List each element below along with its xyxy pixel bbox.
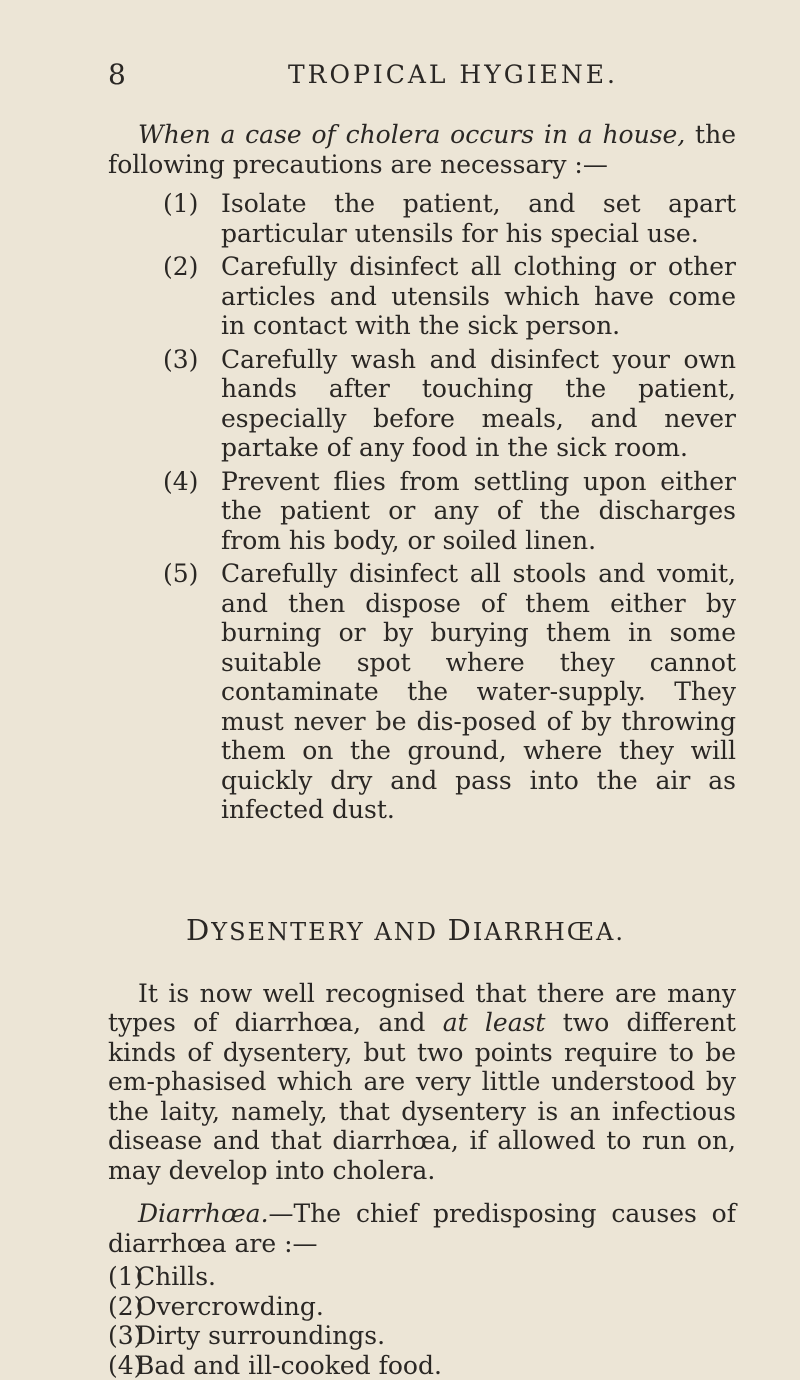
list-item [108,1262,736,1292]
paragraph-text: It is now well recognised that there are many types of diarrhœa, and [108,979,736,1038]
cholera-intro [108,120,736,179]
list-item-text: Carefully wash and disinfect your own hands after touching the patient, especially before meals, and never partake of any food in the sick room. [221,345,736,463]
page-header [0,58,800,98]
list-item [108,1321,736,1351]
list-item [108,189,736,248]
list-item-number: (4) [163,467,198,497]
heading-text: YSENTERY AND [211,918,447,946]
paragraph-italic: at least [443,1008,546,1037]
list-item-text: Dirty surroundings. [136,1321,385,1350]
spacer [108,1185,736,1199]
list-item [108,252,736,341]
list-item-number: (1) [108,1262,143,1292]
list-item-text: Isolate the patient, and set apart particular utensils for his special use. [221,189,736,248]
paragraph-text: two different kinds of dysentery, but two points require to be em-phasised which are very little understood by the laity, namely, that dysentery is an infectious disease and that diarrhœa, if allowed to run on, may develop into cholera. [108,1008,736,1185]
section-heading [108,913,736,947]
running-title: TROPICAL HYGIENE. [288,60,618,89]
heading-text: IARRHŒA. [473,918,625,946]
list-item-number: (3) [108,1321,143,1351]
list-item-number: (2) [108,1292,143,1322]
list-item-text: Overcrowding. [136,1292,324,1321]
list-item [108,467,736,556]
list-item [108,1292,736,1322]
list-item-number: (1) [163,189,198,219]
list-item-number: (5) [163,559,198,589]
dysentery-paragraph [108,979,736,1186]
paragraph-text: —The chief predisposing causes of diarrhœa are :— [108,1199,736,1258]
list-item-number: (4) [108,1351,143,1380]
cholera-intro-rest: the following precautions are necessary :— [108,120,736,179]
list-item [108,559,736,825]
page-number: 8 [108,58,126,91]
page-body [108,120,736,1380]
list-item [108,345,736,463]
diarrhoea-causes-list [108,1262,736,1380]
heading-initial: D [186,913,211,947]
list-item-text: Bad and ill-cooked food. [136,1351,442,1380]
list-item-number: (2) [163,252,198,282]
paragraph-italic: Diarrhœa. [138,1199,269,1228]
list-item-text: Chills. [136,1262,216,1291]
list-item-text: Prevent flies from settling upon either the patient or any of the discharges from his body, or soiled linen. [221,467,736,555]
cholera-intro-italic: When a case of cholera occurs in a house, [138,120,685,149]
heading-initial: D [448,913,473,947]
cholera-precautions-list [108,189,736,825]
diarrhoea-paragraph [108,1199,736,1258]
list-item-text: Carefully disinfect all stools and vomit, and then dispose of them either by burning or by burying them in some suitable spot where they cannot contaminate the water-supply. They must never be dis-posed of by throwing them on the ground, where they will quickly dry and pass into the air as infected dust. [221,559,736,824]
list-item [108,1351,736,1380]
list-item-text: Carefully disinfect all clothing or other articles and utensils which have come in contact with the sick person. [221,252,736,340]
list-item-number: (3) [163,345,198,375]
